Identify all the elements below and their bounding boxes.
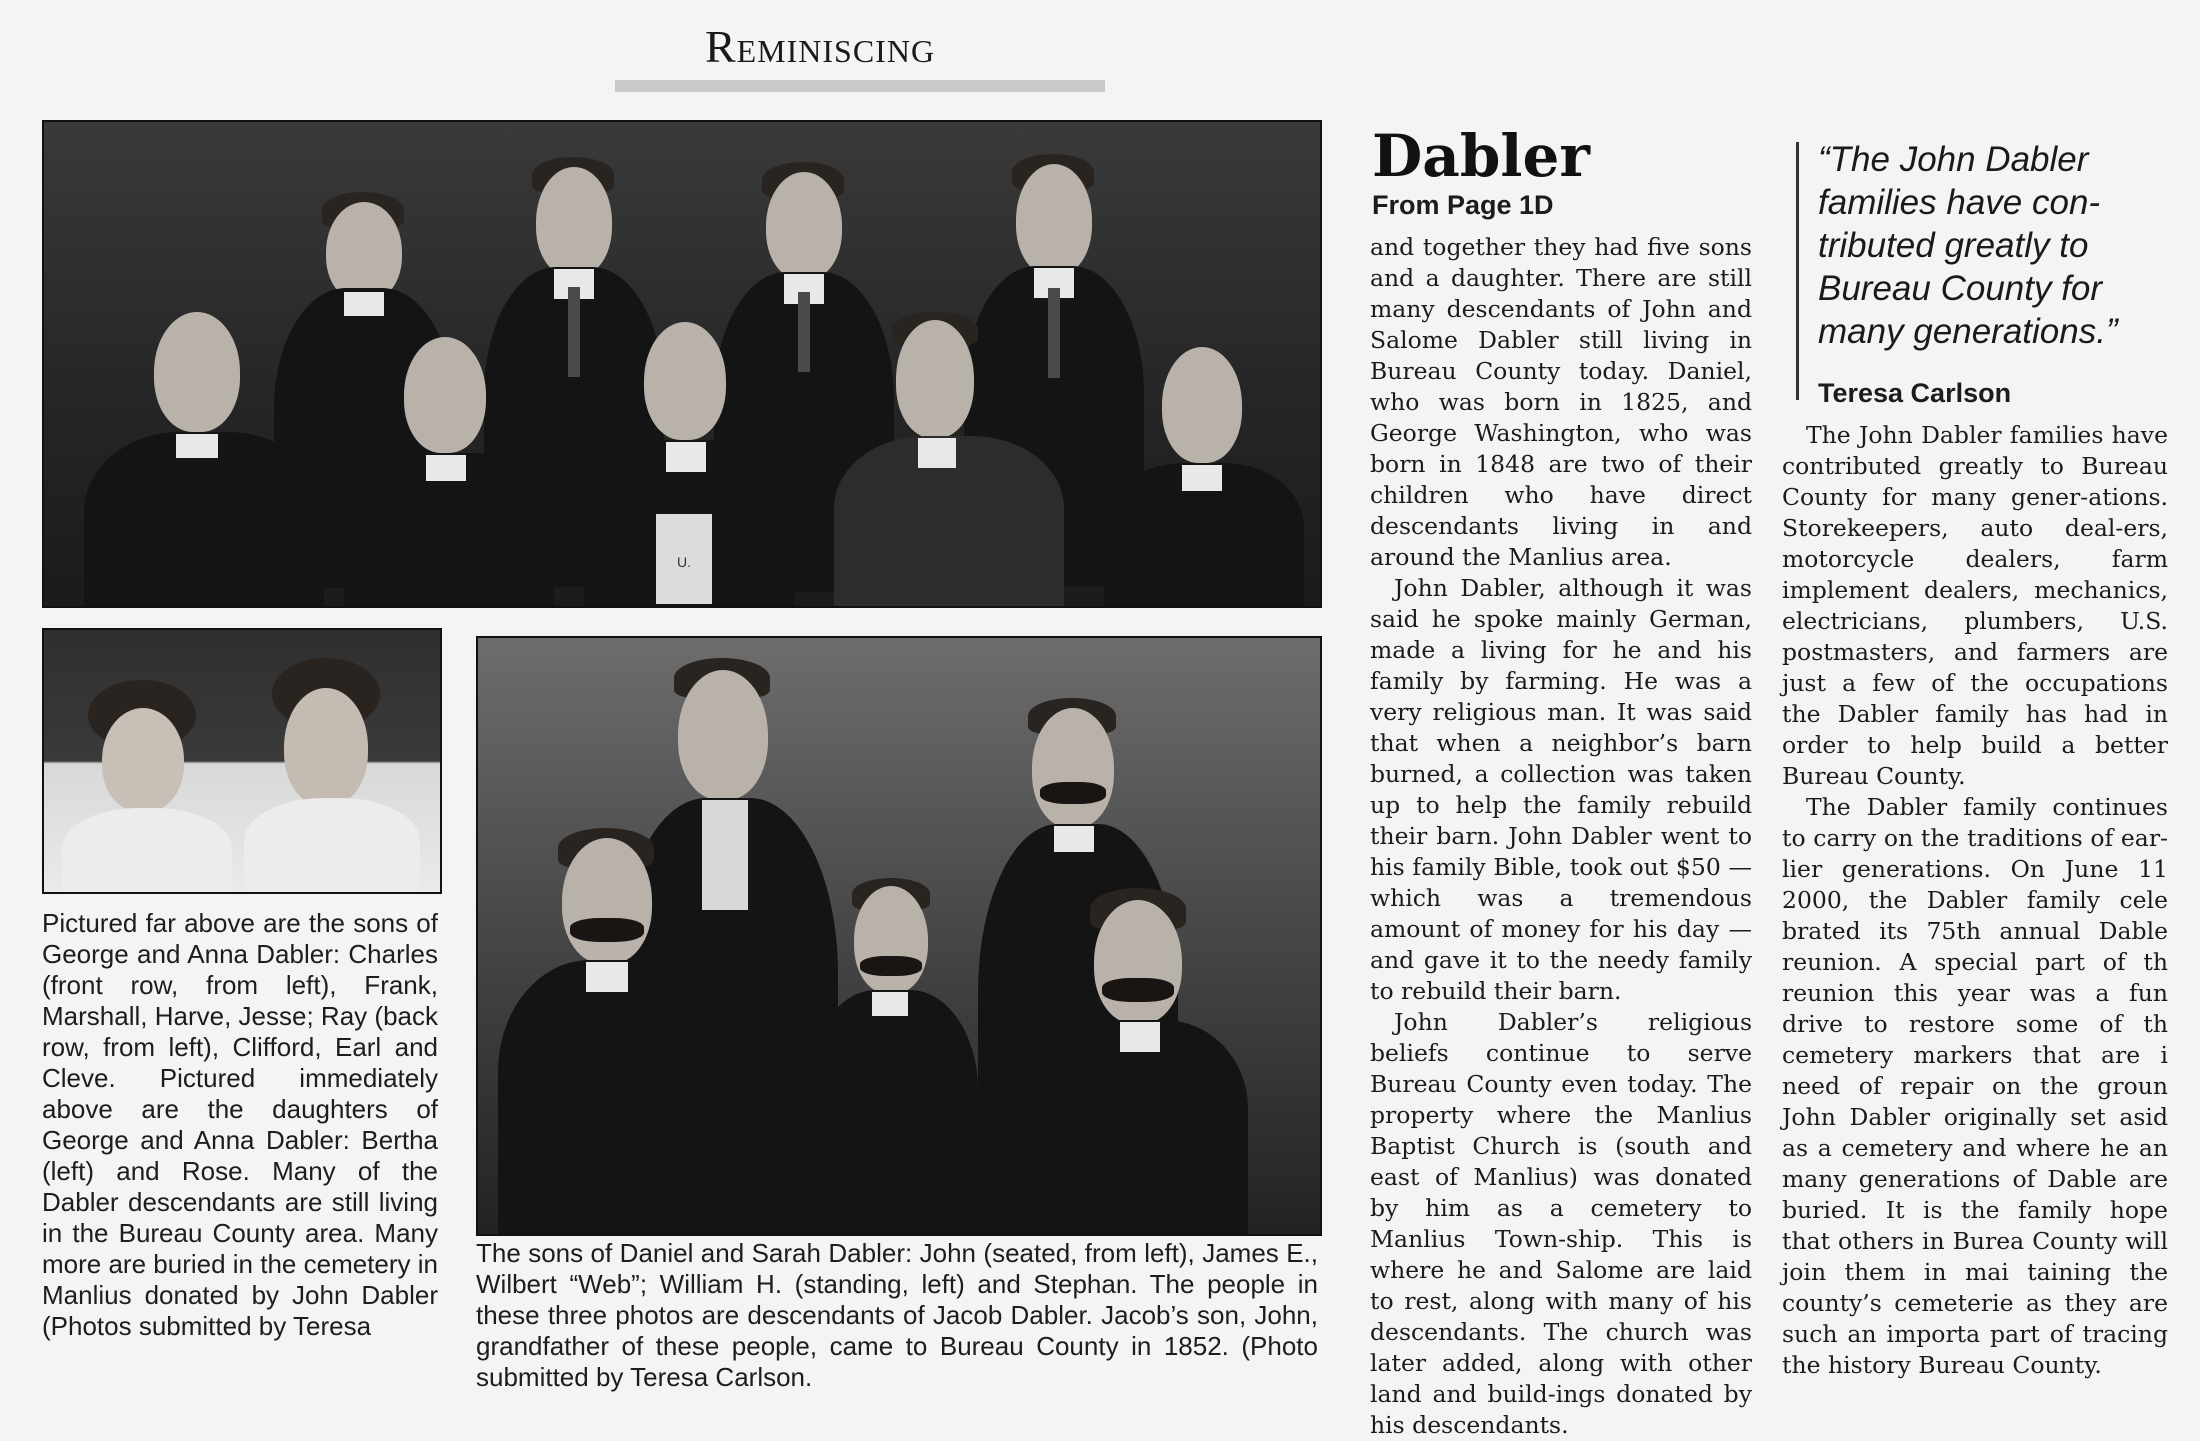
section-heading: Reminiscing [704,21,936,72]
article-column-middle [1370,232,1752,1441]
photo-badge-text: U. [677,554,691,570]
article-paragraph: John Dabler, although it was said he spoke mainly German, made a living for he and his family by farming. He was a very religious man. It was said that when a neighbor’s barn burned, a collection was taken up to help the family rebuild their barn. John Dabler went to his family Bible, took out $50 — which was a tremendous amount of money for his day — and gave it to the needy family to rebuild their barn. [1370,574,1752,1005]
photo-daughters-of-george-and-anna [42,628,442,894]
article-paragraph: John Dabler’s religious beliefs continue to serve Bureau County even today. The property where the Manlius Baptist Church is (south and east of Manlius) was donated by him as a cemetery to Manlius Town-ship. This is where he and Salome are laid to rest, along with many of his descendants. The church was later added, along with other land and build-ings donated by his descendants. [1370,1008,1752,1439]
photo-badge [656,514,712,604]
article-headline: Dabler [1372,122,1590,190]
continued-from-label: From Page 1D [1372,190,1554,220]
article-paragraph: and together they had five sons and a daughter. There are still many descendants of John and Salome Dabler still living in Bureau County today. Daniel, who was born in 1825, and George Washington, who was born in 1848 are two of their children who have direct descendants living in and around the Manlius area. [1370,233,1752,571]
caption-left: Pictured far above are the sons of George and Anna Dabler: Charles (front row, from left), Frank, Marshall, Harve, Jesse; Ray (back row, from left), Clifford, Earl and Cleve. Pictured immediately above are the daughters of George and Anna Dabler: Bertha (left) and Rose. Many of the Dabler descendants are still living in the Bureau County area. Many more are buried in the cemetery in Manlius donated by John Dabler (Photos submitted by Teresa [42,908,438,1341]
caption-bottom: The sons of Daniel and Sarah Dabler: John (seated, from left), James E., Wilbert “Web”; William H. (standing, left) and Stephan. The people in these three photos are descendants of Jacob Dabler. Jacob’s son, John, grandfather of these people, came to Bureau County in 1852. (Photo submitted by Teresa Carlson. [476,1238,1318,1392]
article-paragraph: The John Dabler families have contributed greatly to Bureau County for many gener-ations. Storekeepers, auto deal-ers, motorcycle dealers, farm implement dealers, mechanics, electricians, plumbers, U.S. postmasters, and farmers are just a few of the occupations the Dabler family has had in order to help build a better Bureau County. [1782,421,2168,790]
pull-quote: “The John Dabler families have con-tributed greatly to Bureau County for many generations.” [1818,140,2118,351]
photo-sons-of-daniel-and-sarah [476,636,1322,1236]
photo-sons-of-george-and-anna [42,120,1322,608]
article-paragraph: The Dabler family continues to carry on the traditions of ear-lier generations. On June 11 2000, the Dabler family cele brated its 75th annual Dable reunion. A special part of th reunion this year was a fun drive to restore some of th cemetery markers that are i need of repair on the groun John Dabler originally set asid as a cemetery and where he an many generations of Dable are buried. It is the family hope that others in Burea County will join them in mai taining the county’s cemeterie as they are such an importa part of tracing the history Bureau County. [1782,793,2168,1379]
heading-rule [615,80,1105,92]
pull-quote-author: Teresa Carlson [1818,378,2012,408]
article-column-right [1782,420,2168,1381]
pull-quote-rule [1796,142,1799,400]
